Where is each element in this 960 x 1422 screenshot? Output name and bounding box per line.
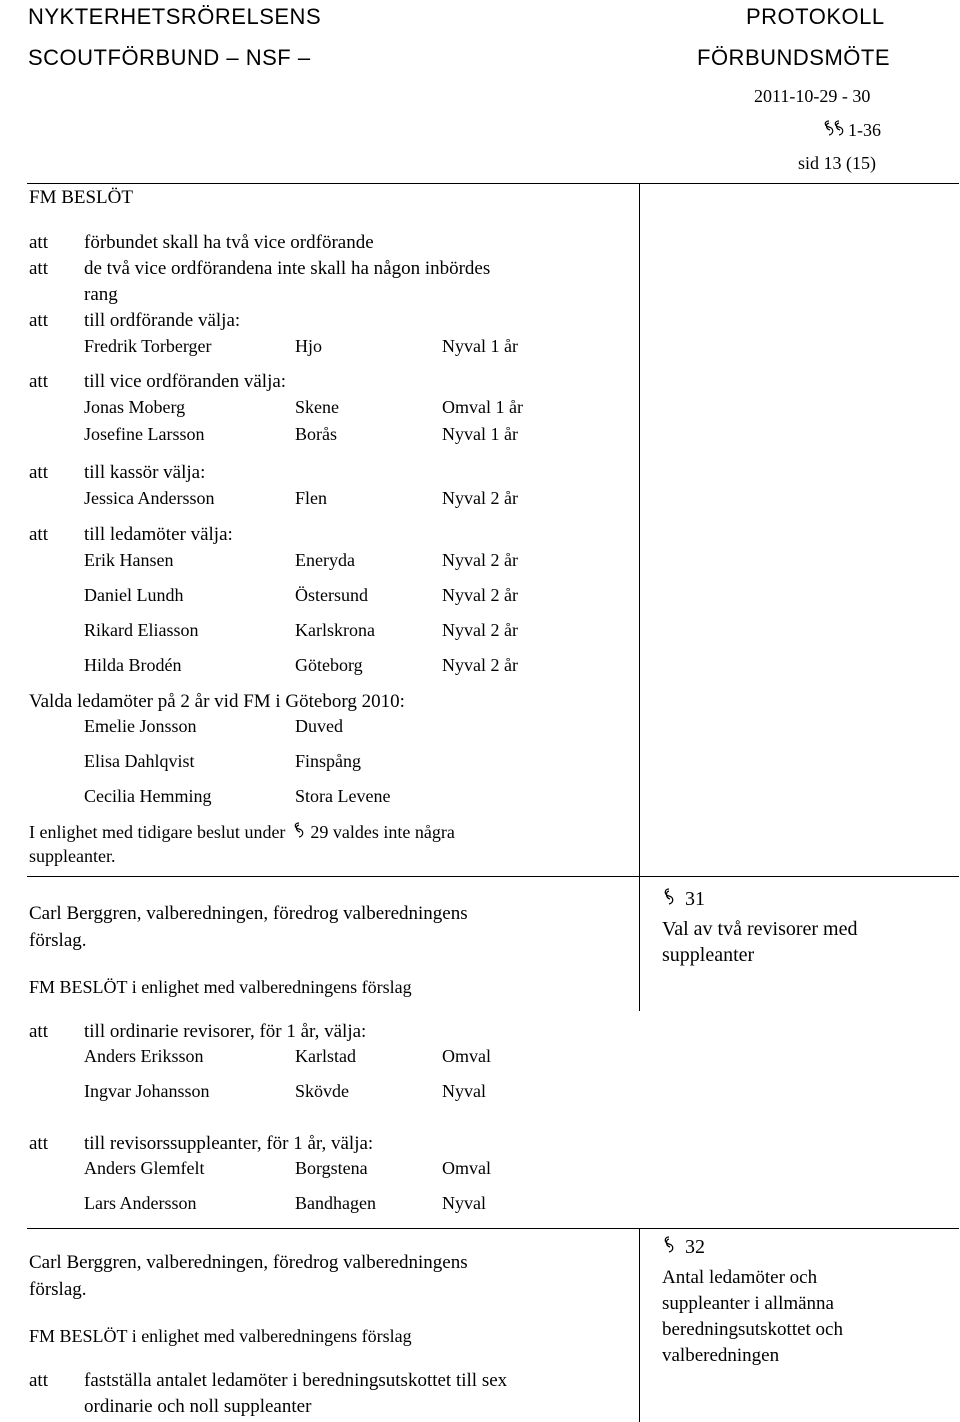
paragraph-range <box>823 119 881 141</box>
section-sign-icon <box>823 119 845 141</box>
paragraph-range-value: 1-36 <box>848 120 881 140</box>
treasurer-place: Flen <box>295 488 328 508</box>
member-name: Rikard Eliasson <box>84 620 199 640</box>
note-text: I enlighet med tidigare beslut under <box>29 822 286 842</box>
deputy-place: Borgstena <box>295 1158 368 1178</box>
org-name-line2: SCOUTFÖRBUND – NSF – <box>28 45 311 70</box>
document-type: PROTOKOLL <box>746 4 885 29</box>
meeting-title: FÖRBUNDSMÖTE <box>697 45 890 70</box>
elected-place: Finspång <box>295 751 362 771</box>
paragraph-32-title: Antal ledamöter och <box>662 1267 818 1288</box>
elected-name: Emelie Jonsson <box>84 716 197 736</box>
section-sign-icon <box>662 887 674 911</box>
vice-term: Omval 1 år <box>442 397 523 417</box>
deputy-name: Lars Andersson <box>84 1193 197 1213</box>
members-label: till ledamöter välja: <box>84 524 233 545</box>
elected-place: Stora Levene <box>295 786 391 806</box>
att-marker: att <box>29 524 48 545</box>
att-marker: att <box>29 310 48 331</box>
paragraph-32-title: beredningsutskottet och <box>662 1319 843 1340</box>
auditor-name: Anders Eriksson <box>84 1046 204 1066</box>
treasurer-term: Nyval 2 år <box>442 488 518 508</box>
section-sign-icon <box>292 821 304 843</box>
divider-top <box>27 183 959 184</box>
elected-name: Elisa Dahlqvist <box>84 751 195 771</box>
member-term: Nyval 2 år <box>442 550 518 570</box>
intro-line: förslag. <box>29 930 87 951</box>
paragraph-32-number <box>662 1235 705 1259</box>
chair-place: Hjo <box>295 336 322 356</box>
vice-term: Nyval 1 år <box>442 424 518 444</box>
divider-31 <box>27 876 959 877</box>
att-marker: att <box>29 1370 48 1391</box>
elected-name: Cecilia Hemming <box>84 786 212 806</box>
member-term: Nyval 2 år <box>442 585 518 605</box>
deputy-term: Nyval <box>442 1193 486 1213</box>
paragraph-number: 31 <box>685 888 705 910</box>
note-line <box>29 821 455 843</box>
decision-heading: FM BESLÖT <box>29 187 133 208</box>
decision-heading: FM BESLÖT i enlighet med valberedningens förslag <box>29 1326 412 1346</box>
paragraph-31-number <box>662 887 705 911</box>
decision-heading: FM BESLÖT i enlighet med valberedningens förslag <box>29 977 412 997</box>
paragraph-31-title: suppleanter <box>662 944 755 966</box>
member-place: Eneryda <box>295 550 355 570</box>
deputy-name: Anders Glemfelt <box>84 1158 205 1178</box>
elected-2010-label: Valda ledamöter på 2 år vid FM i Göteborg 2010: <box>29 691 405 712</box>
paragraph-number: 32 <box>685 1236 705 1258</box>
member-place: Östersund <box>295 585 368 605</box>
elected-place: Duved <box>295 716 343 736</box>
paragraph-32-title: suppleanter i allmänna <box>662 1293 834 1314</box>
att-marker: att <box>29 258 48 279</box>
att-marker: att <box>29 371 48 392</box>
intro-line: Carl Berggren, valberedningen, föredrog valberedningens <box>29 903 468 924</box>
deputies-label: till revisorssuppleanter, för 1 år, välja: <box>84 1133 374 1154</box>
intro-line: förslag. <box>29 1279 87 1300</box>
section-sign-icon <box>662 1235 674 1259</box>
att-marker: att <box>29 1133 48 1154</box>
treasurer-label: till kassör välja: <box>84 462 206 483</box>
org-name-line1: NYKTERHETSRÖRELSENS <box>28 4 322 29</box>
vice-name: Jonas Moberg <box>84 397 186 417</box>
column-divider-1 <box>639 183 640 1011</box>
auditor-place: Skövde <box>295 1081 349 1101</box>
chair-label: till ordförande välja: <box>84 310 241 331</box>
deputy-term: Omval <box>442 1158 491 1178</box>
meeting-date: 2011-10-29 - 30 <box>754 86 871 106</box>
member-term: Nyval 2 år <box>442 620 518 640</box>
member-name: Erik Hansen <box>84 550 174 570</box>
paragraph-32-title: valberedningen <box>662 1345 780 1366</box>
member-term: Nyval 2 år <box>442 655 518 675</box>
auditor-term: Omval <box>442 1046 491 1066</box>
decision-line: rang <box>84 284 118 305</box>
intro-line: Carl Berggren, valberedningen, föredrog valberedningens <box>29 1252 468 1273</box>
chair-name: Fredrik Torberger <box>84 336 212 356</box>
att-marker: att <box>29 1021 48 1042</box>
note-line: suppleanter. <box>29 846 116 866</box>
member-name: Daniel Lundh <box>84 585 184 605</box>
vice-place: Borås <box>295 424 337 444</box>
decision-line: de två vice ordförandena inte skall ha någon inbördes <box>84 258 491 279</box>
auditor-place: Karlstad <box>295 1046 356 1066</box>
vice-name: Josefine Larsson <box>84 424 205 444</box>
column-divider-2 <box>639 1228 640 1422</box>
vice-label: till vice ordföranden välja: <box>84 371 287 392</box>
treasurer-name: Jessica Andersson <box>84 488 215 508</box>
auditor-term: Nyval <box>442 1081 486 1101</box>
auditor-name: Ingvar Johansson <box>84 1081 210 1101</box>
att-marker: att <box>29 232 48 253</box>
page-number: sid 13 (15) <box>798 153 876 173</box>
auditors-label: till ordinarie revisorer, för 1 år, välja: <box>84 1021 367 1042</box>
decision-line: fastställa antalet ledamöter i beredningsutskottet till sex <box>84 1370 508 1391</box>
att-marker: att <box>29 462 48 483</box>
deputy-place: Bandhagen <box>295 1193 376 1213</box>
vice-place: Skene <box>295 397 339 417</box>
chair-term: Nyval 1 år <box>442 336 518 356</box>
note-ref: 29 valdes inte några <box>310 822 455 842</box>
member-name: Hilda Brodén <box>84 655 182 675</box>
divider-32 <box>27 1228 959 1229</box>
member-place: Göteborg <box>295 655 363 675</box>
paragraph-31-title: Val av två revisorer med <box>662 918 858 940</box>
member-place: Karlskrona <box>295 620 375 640</box>
decision-line: förbundet skall ha två vice ordförande <box>84 232 374 253</box>
decision-line: ordinarie och noll suppleanter <box>84 1396 312 1417</box>
